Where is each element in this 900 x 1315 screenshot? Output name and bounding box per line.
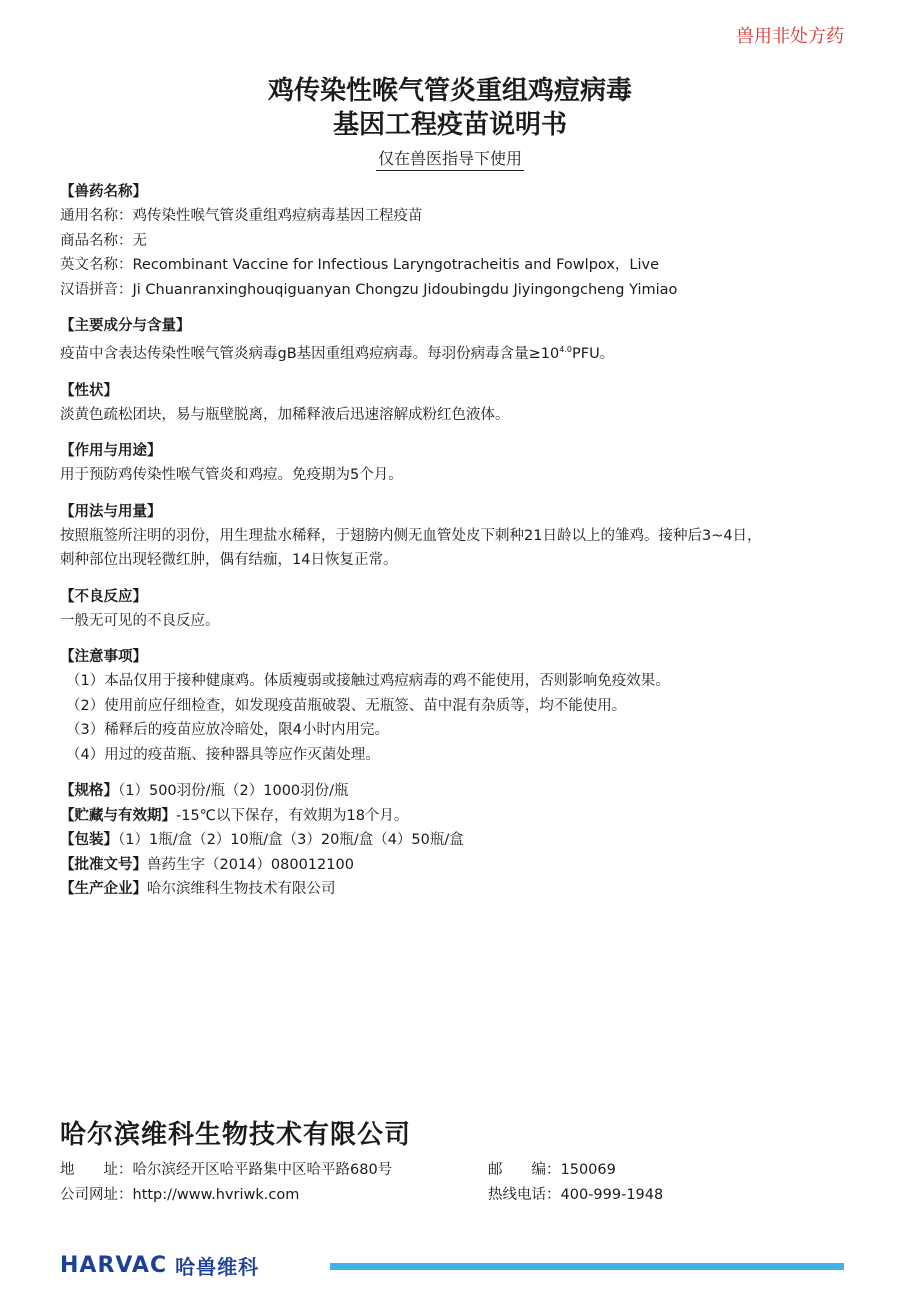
- logo-english: HARVAC: [60, 1252, 168, 1278]
- section-heading: 【性状】: [60, 382, 118, 399]
- appearance-text: 淡黄色疏松团块，易与瓶壁脱离，加稀释液后迅速溶解成粉红色液体。: [60, 406, 510, 423]
- dosage-line-2: 刺种部位出现轻微红肿，偶有结痂，14日恢复正常。: [60, 552, 398, 568]
- section-heading: 【用法与用量】: [60, 503, 162, 520]
- otc-label: 兽用非处方药: [736, 26, 844, 47]
- subtitle-text: 仅在兽医指导下使用: [376, 149, 524, 171]
- package-value: （1）1瓶/盒（2）10瓶/盒（3）20瓶/盒（4）50瓶/盒: [118, 832, 464, 848]
- section-names: [60, 180, 850, 302]
- company-postcode: 邮 编：150069: [488, 1162, 616, 1178]
- page-title: [0, 74, 900, 142]
- section-specs: [60, 779, 850, 902]
- precaution-item: （1）本品仅用于接种健康鸡。体质瘦弱或接触过鸡痘病毒的鸡不能使用，否则影响免疫效果。: [66, 673, 670, 689]
- section-dosage: [60, 500, 850, 573]
- maker-row: [60, 877, 850, 902]
- purpose-text: 用于预防鸡传染性喉气管炎和鸡痘。免疫期为5个月。: [60, 467, 403, 483]
- section-heading: 【兽药名称】: [60, 184, 147, 200]
- trade-name: 商品名称：无: [60, 232, 147, 249]
- logo-chinese: 哈兽维科: [175, 1254, 260, 1279]
- pinyin-name: 汉语拼音：Ji Chuanranxinghouqiguanyan Chongzu Jidoubingdu Jiyingongcheng Yimiao: [60, 281, 678, 298]
- package-row: [60, 828, 850, 853]
- precaution-item: （4）用过的疫苗瓶、接种器具等应作灭菌处理。: [66, 746, 380, 763]
- subtitle: [0, 146, 900, 169]
- storage-value: -15℃以下保存，有效期为18个月。: [176, 807, 409, 824]
- spec-row: [60, 779, 850, 804]
- section-appearance: [60, 379, 850, 428]
- precaution-item: （3）稀释后的疫苗应放冷暗处，限4小时内用完。: [66, 722, 389, 738]
- harvac-logo: [60, 1250, 259, 1280]
- storage-row: [60, 804, 850, 829]
- maker-value: 哈尔滨维科生物技术有限公司: [147, 881, 336, 897]
- approval-value: 兽药生字（2014）080012100: [147, 856, 354, 873]
- title-line-1: 鸡传染性喉气管炎重组鸡痘病毒: [267, 76, 632, 106]
- company-website: 公司网址：http://www.hvriwk.com: [60, 1187, 300, 1203]
- common-name: 通用名称：鸡传染性喉气管炎重组鸡痘病毒基因工程疫苗: [60, 208, 423, 224]
- section-heading: 【作用与用途】: [60, 443, 162, 459]
- ingredients-exponent: 4.0: [559, 345, 572, 354]
- section-heading: 【注意事项】: [60, 649, 147, 665]
- section-precautions: [60, 645, 850, 767]
- footer-accent-bar: [330, 1263, 844, 1270]
- main-content: [60, 180, 850, 914]
- title-line-2: 基因工程疫苗说明书: [332, 110, 567, 140]
- section-heading: 【主要成分与含量】: [60, 318, 191, 334]
- ingredients-text-main: 疫苗中含表达传染性喉气管炎病毒gB基因重组鸡痘病毒。每羽份病毒含量≥10: [60, 346, 560, 362]
- english-name: 英文名称：Recombinant Vaccine for Infectious Laryngotracheitis and Fowlpox，Live: [60, 257, 660, 273]
- spec-value: （1）500羽份/瓶（2）1000羽份/瓶: [118, 783, 349, 799]
- storage-label: 【贮藏与有效期】: [60, 807, 176, 824]
- ingredients-unit: PFU。: [571, 346, 615, 362]
- maker-label: 【生产企业】: [60, 881, 147, 897]
- company-address: 地 址：哈尔滨经开区哈平路集中区哈平路680号: [60, 1162, 393, 1178]
- dosage-line-1: 按照瓶签所注明的羽份，用生理盐水稀释，于翅膀内侧无血管处皮下刺种21日龄以上的雏鸡。接种后3~4日，: [60, 527, 762, 544]
- adverse-text: 一般无可见的不良反应。: [60, 612, 220, 629]
- approval-label: 【批准文号】: [60, 856, 147, 873]
- section-adverse: [60, 585, 850, 634]
- precaution-item: （2）使用前应仔细检查，如发现疫苗瓶破裂、无瓶签、苗中混有杂质等，均不能使用。: [66, 697, 627, 714]
- approval-row: [60, 853, 850, 878]
- section-heading: 【不良反应】: [60, 588, 147, 605]
- spec-label: 【规格】: [60, 783, 118, 799]
- package-label: 【包装】: [60, 832, 118, 848]
- ingredients-text: [60, 338, 850, 367]
- section-purpose: [60, 439, 850, 488]
- company-hotline: 热线电话：400-999-1948: [488, 1187, 664, 1203]
- section-ingredients: [60, 314, 850, 367]
- company-name: 哈尔滨维科生物技术有限公司: [60, 1120, 412, 1150]
